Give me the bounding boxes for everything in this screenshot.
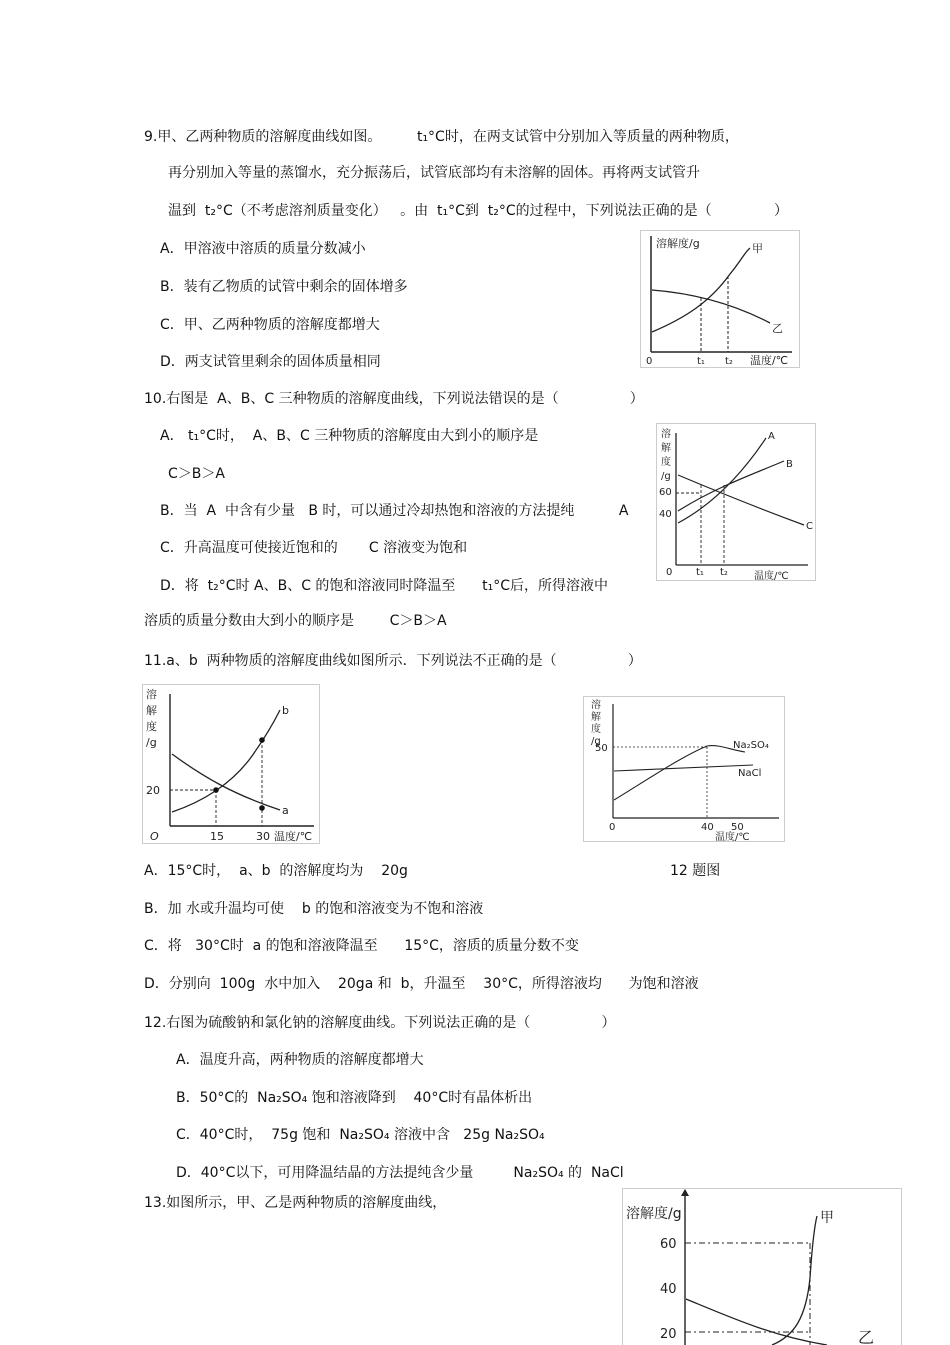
q10-option-a-line2: C＞B＞A: [168, 466, 225, 482]
q10-option-b: B．当 A 中含有少量 B 时，可以通过冷却热饱和溶液的方法提纯 A: [160, 503, 629, 519]
q11-fig-xlabel: 温度/℃: [274, 830, 313, 843]
q9-stem-line3: 温到 t₂°C（不考虑溶剂质量变化） 。由 t₁°C到 t₂°C的过程中，下列说法正确的是（ ）: [168, 203, 788, 219]
q13-label-yi: 乙: [858, 1328, 875, 1345]
q10-option-c: C．升高温度可使接近饱和的 C 溶液变为饱和: [160, 540, 468, 556]
q11-curve-a: [172, 754, 280, 810]
q13-curve-yi: [686, 1299, 827, 1345]
q9-option-a: A．甲溶液中溶质的质量分数减小: [160, 241, 366, 257]
q12-label-nacl: NaCl: [738, 768, 762, 779]
q10-option-d-line2: 溶质的质量分数由大到小的顺序是 C＞B＞A: [144, 613, 447, 629]
q10-fig-ylabel-1: 溶: [661, 429, 671, 440]
q10-fig-ylabel-4: /g: [661, 471, 671, 482]
q11-fig-ylabel-3: 度: [146, 720, 157, 733]
q9-fig-t2: t₂: [725, 356, 733, 367]
q9-fig-ylabel: 溶解度/g: [656, 237, 700, 250]
q13-fig-ylabel: 溶解度/g: [626, 1206, 682, 1222]
q10-fig-ylabel-3: 度: [661, 457, 671, 468]
q12-option-d: D．40°C以下，可用降温结晶的方法提纯含少量 Na₂SO₄ 的 NaCl: [176, 1165, 624, 1181]
q9-label-yi: 乙: [772, 322, 783, 335]
q13-stem: 13.如图所示，甲、乙是两种物质的溶解度曲线，: [144, 1195, 447, 1211]
q11-fig-ylabel-4: /g: [146, 736, 157, 749]
q9-fig-t1: t₁: [697, 356, 705, 367]
q12-fig-xlabel: 温度/℃: [715, 832, 750, 842]
q10-label-c: C: [806, 521, 813, 532]
q11-stem: 11.a、b 两种物质的溶解度曲线如图所示．下列说法不正确的是（ ）: [144, 653, 642, 669]
q9-figure: [640, 230, 800, 368]
q11-fig-y20: 20: [146, 784, 160, 797]
q10-fig-ylabel-2: 解: [661, 443, 671, 454]
q12-fig-ylabel-2: 解: [591, 712, 601, 723]
q12-fig-x40: 40: [701, 822, 714, 833]
q12-fig-ylabel-4: /g: [591, 736, 601, 747]
q11-fig-ylabel-2: 解: [146, 704, 157, 717]
q12-fig-ylabel-1: 溶: [591, 700, 601, 711]
q9-stem-line2: 再分别加入等量的蒸馏水，充分振荡后，试管底部均有未溶解的固体。再将两支试管升: [168, 165, 700, 181]
q13-fig-y40: 40: [660, 1282, 677, 1297]
q11-fig-origin: O: [150, 830, 159, 843]
q11-option-d: D．分别向 100g 水中加入 20ga 和 b，升温至 30°C，所得溶液均 为饱和溶液: [144, 976, 699, 992]
q9-stem-line1: 9.甲、乙两种物质的溶解度曲线如图。 t₁°C时，在两支试管中分别加入等质量的两种物质，: [144, 129, 739, 145]
q10-figure: [656, 423, 816, 581]
q10-fig-t1: t₁: [696, 567, 704, 578]
q9-option-c: C．甲、乙两种物质的溶解度都增大: [160, 317, 380, 333]
q9-option-b: B．装有乙物质的试管中剩余的固体增多: [160, 279, 408, 295]
q10-option-a-line1: A． t₁°C时， A、B、C 三种物质的溶解度由大到小的顺序是: [160, 428, 539, 444]
q9-fig-xlabel: 温度/℃: [750, 354, 789, 367]
q9-fig-origin: 0: [646, 356, 653, 367]
q11-option-a: A．15°C时， a、b 的溶解度均为 20g: [144, 863, 408, 879]
q12-option-c: C．40°C时， 75g 饱和 Na₂SO₄ 溶液中含 25g Na₂SO₄: [176, 1127, 545, 1143]
q12-fig-origin: 0: [609, 822, 616, 833]
q10-fig-y40: 40: [659, 509, 672, 520]
q11-curve-b: [172, 710, 280, 812]
q10-stem: 10.右图是 A、B、C 三种物质的溶解度曲线，下列说法错误的是（ ）: [144, 391, 644, 407]
q11-figure: [142, 684, 320, 844]
q10-fig-xlabel: 温度/℃: [754, 571, 789, 581]
q13-fig-y60: 60: [660, 1237, 677, 1252]
q13-label-jia: 甲: [820, 1210, 834, 1226]
q11-option-b: B．加 水或升温均可使 b 的饱和溶液变为不饱和溶液: [144, 901, 484, 917]
q12-fig-ylabel-3: 度: [591, 724, 601, 735]
q10-label-b: B: [786, 459, 793, 470]
q11-label-a: a: [282, 804, 289, 817]
q13-figure: [622, 1188, 902, 1345]
q12-stem: 12.右图为硫酸钠和氯化钠的溶解度曲线。下列说法正确的是（ ）: [144, 1015, 616, 1031]
q12-option-a: A．温度升高，两种物质的溶解度都增大: [176, 1052, 424, 1068]
q12-figure-caption: 12 题图: [670, 863, 721, 879]
q11-fig-ylabel-1: 溶: [146, 688, 157, 701]
q11-option-c: C．将 30°C时 a 的饱和溶液降温至 15°C，溶质的质量分数不变: [144, 938, 579, 954]
q12-fig-x50: 50: [731, 822, 744, 833]
q12-option-b: B．50°C的 Na₂SO₄ 饱和溶液降到 40°C时有晶体析出: [176, 1090, 533, 1106]
q13-curve-jia: [772, 1216, 817, 1345]
q10-fig-t2: t₂: [720, 567, 728, 578]
q12-label-na2so4: Na₂SO₄: [733, 740, 769, 751]
q11-label-b: b: [282, 704, 289, 717]
q13-fig-y20: 20: [660, 1327, 677, 1342]
q12-figure: [583, 696, 785, 842]
q12-curve-nacl: [614, 765, 753, 771]
q11-fig-x15: 15: [210, 830, 224, 843]
q11-fig-x30: 30: [256, 830, 270, 843]
q10-label-a: A: [768, 431, 775, 442]
q10-fig-origin: 0: [666, 567, 673, 578]
q12-fig-y50: 50: [595, 743, 608, 754]
q10-option-d-line1: D．将 t₂°C时 A、B、C 的饱和溶液同时降温至 t₁°C后，所得溶液中: [160, 578, 608, 594]
q9-option-d: D．两支试管里剩余的固体质量相同: [160, 354, 381, 370]
q10-fig-y60: 60: [659, 487, 672, 498]
q10-curve-b: [678, 461, 784, 511]
q12-curve-na2so4: [614, 746, 745, 800]
q9-label-jia: 甲: [752, 242, 763, 255]
